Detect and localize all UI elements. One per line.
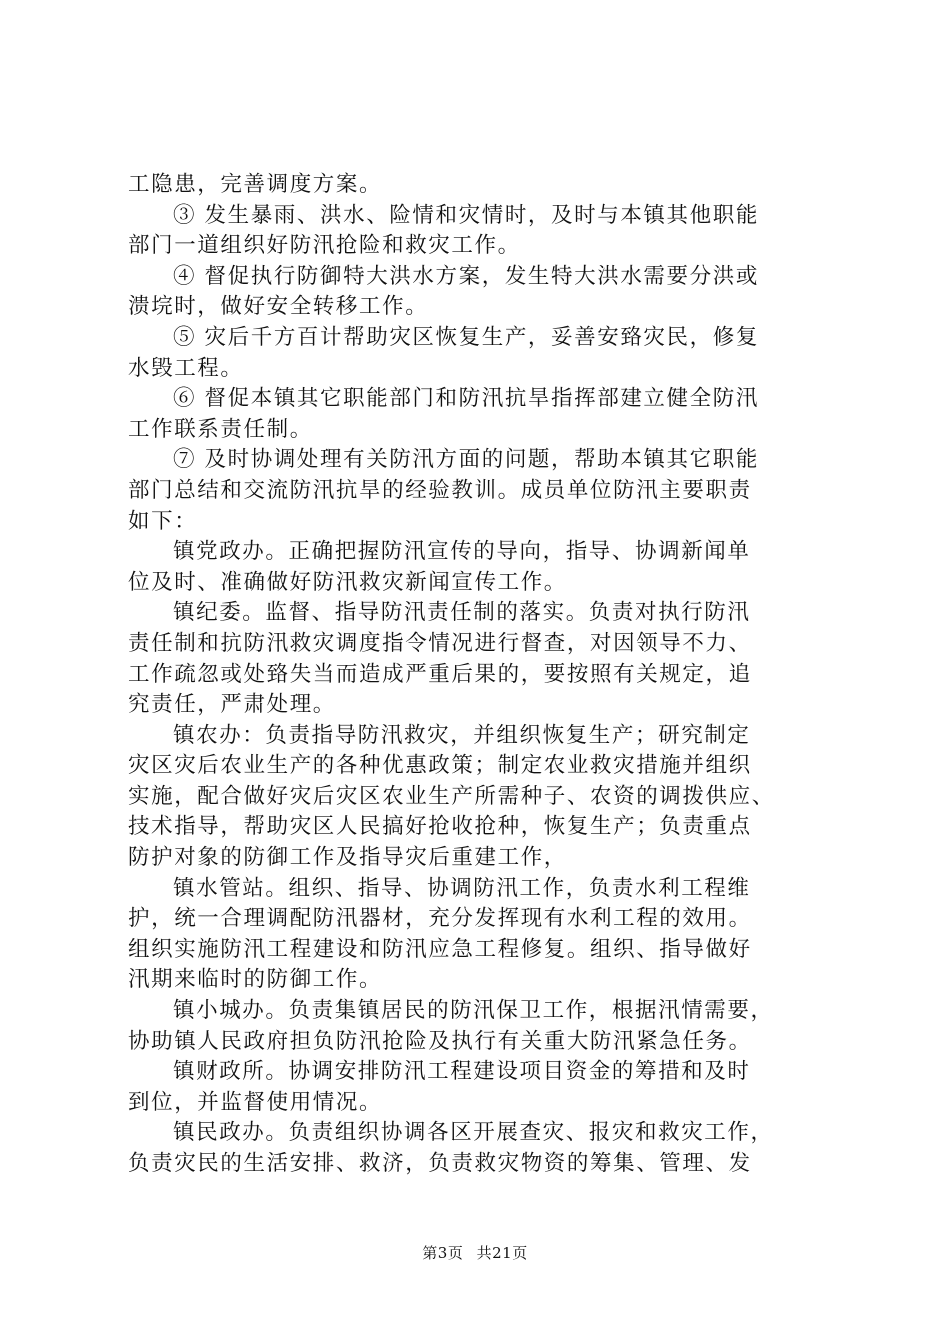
page-footer [0, 1242, 950, 1263]
text-line: 部门一道组织好防汛抢险和救灾工作。 [128, 233, 521, 259]
text-line: 究责任，严肃处理。 [128, 692, 336, 718]
page-number: 第3页 [422, 1244, 464, 1262]
text-line: ⑦ 及时协调处理有关防汛方面的问题，帮助本镇其它职能 [173, 447, 759, 473]
document-body [128, 170, 833, 1180]
text-line: 灾区灾后农业生产的各种优惠政策；制定农业救灾措施并组织 [128, 753, 752, 779]
text-line: ⑤ 灾后千方百计帮助灾区恢复生产，妥善安臵灾民，修复 [173, 324, 759, 350]
text-line: 实施，配合做好灾后灾区农业生产所需种子、农资的调拨供应、 [128, 783, 775, 809]
text-line: 责任制和抗防汛救灾调度指令情况进行督查，对因领导不力、 [128, 630, 752, 656]
text-line: 镇党政办。正确把握防汛宣传的导向，指导、协调新闻单 [173, 539, 751, 565]
text-line: 镇农办：负责指导防汛救灾，并组织恢复生产；研究制定 [173, 722, 751, 748]
text-line: 防护对象的防御工作及指导灾后重建工作， [128, 845, 567, 871]
text-line: ⑥ 督促本镇其它职能部门和防汛抗旱指挥部建立健全防汛 [173, 386, 759, 412]
text-line: 负责灾民的生活安排、救济，负责救灾物资的筹集、管理、发 [128, 1151, 752, 1176]
text-line: 汛期来临时的防御工作。 [128, 967, 383, 993]
text-line: 镇民政办。负责组织协调各区开展查灾、报灾和救灾工作， [173, 1120, 774, 1146]
text-line: 镇小城办。负责集镇居民的防汛保卫工作，根据汛情需要， [173, 998, 774, 1024]
text-line: 如下： [128, 508, 198, 534]
text-line: 溃垸时，做好安全转移工作。 [128, 294, 429, 320]
text-line: 镇纪委。监督、指导防汛责任制的落实。负责对执行防汛 [173, 600, 751, 626]
text-line: 协助镇人民政府担负防汛抢险及执行有关重大防汛紧急任务。 [128, 1028, 752, 1054]
text-line: 镇财政所。协调安排防汛工程建设项目资金的筹措和及时 [173, 1059, 751, 1085]
text-line: 水毁工程。 [128, 355, 244, 381]
text-line: ④ 督促执行防御特大洪水方案，发生特大洪水需要分洪或 [173, 263, 759, 289]
text-line: 组织实施防汛工程建设和防汛应急工程修复。组织、指导做好 [128, 936, 752, 962]
page-total: 共21页 [476, 1244, 528, 1262]
text-line: 护，统一合理调配防汛器材，充分发挥现有水利工程的效用。 [128, 906, 752, 932]
text-line: 位及时、准确做好防汛救灾新闻宣传工作。 [128, 569, 567, 595]
text-line: 部门总结和交流防汛抗旱的经验教训。成员单位防汛主要职责 [128, 477, 752, 503]
text-line: 工作疏忽或处臵失当而造成严重后果的，要按照有关规定，追 [128, 661, 752, 687]
text-line: 工隐患，完善调度方案。 [128, 172, 383, 197]
text-line: 工作联系责任制。 [128, 416, 313, 442]
text-line: ③ 发生暴雨、洪水、险情和灾情时，及时与本镇其他职能 [173, 202, 759, 228]
text-line: 镇水管站。组织、指导、协调防汛工作，负责水利工程维 [173, 875, 751, 901]
text-line: 到位，并监督使用情况。 [128, 1089, 383, 1115]
text-line: 技术指导，帮助灾区人民搞好抢收抢种，恢复生产；负责重点 [128, 814, 752, 840]
